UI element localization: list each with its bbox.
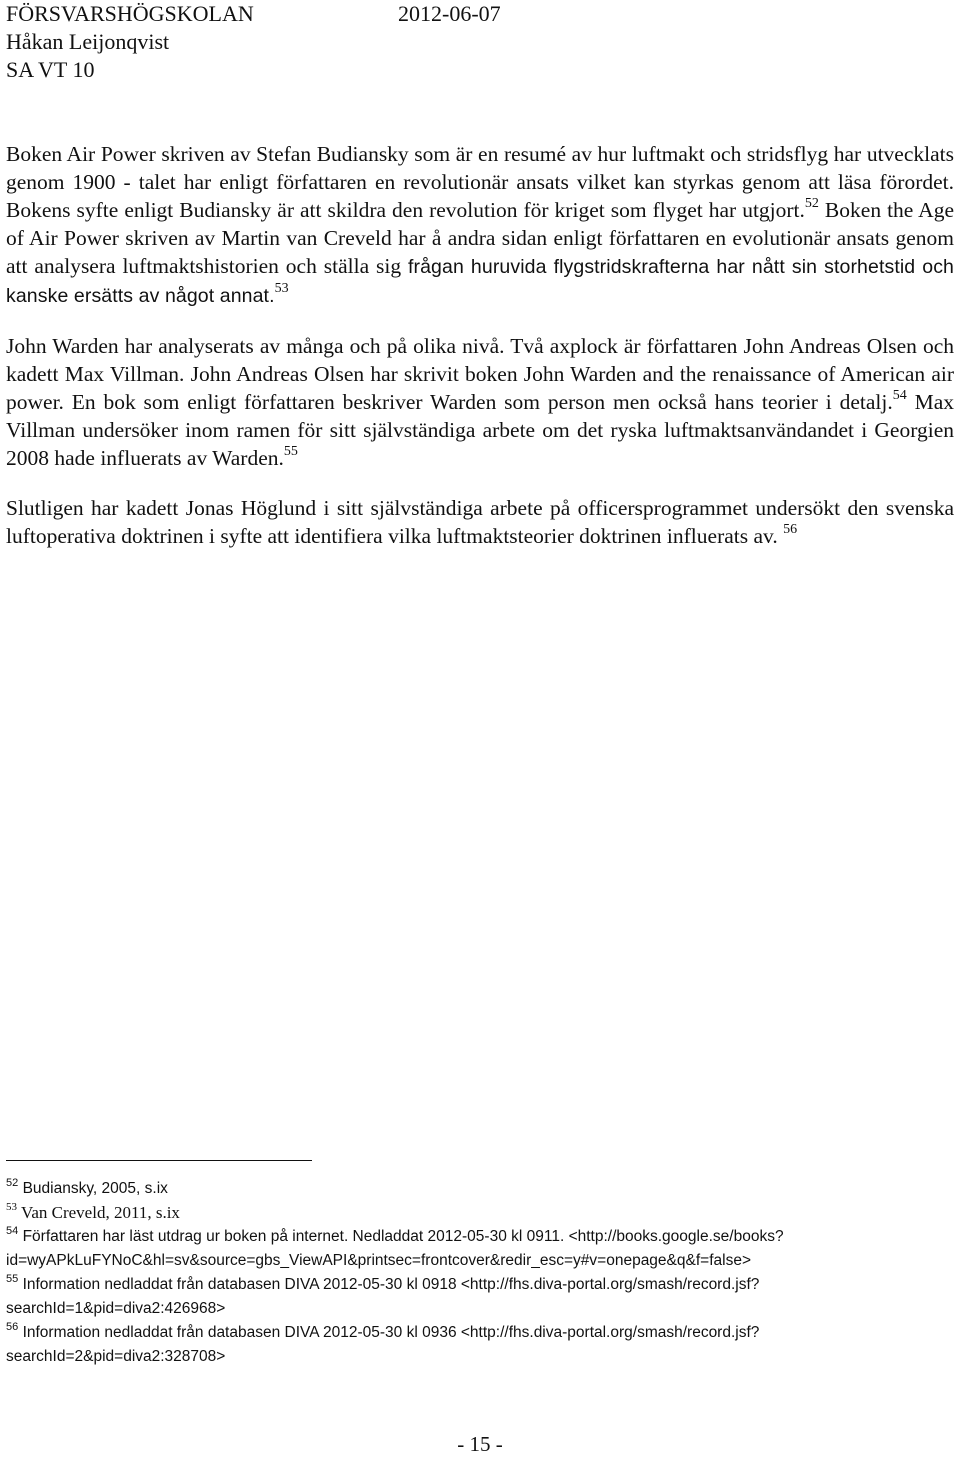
header-row-top [6,0,501,28]
footnote-54 [6,1225,956,1273]
paragraph-text: Slutligen har kadett Jonas Höglund i sitt självständiga arbete på officersprogrammet undersökt den svenska luftoperativa doktrinen i syfte att identifiera vilka luftmaktsteorier doktrinen influerats av. [6,496,954,548]
footnote-ref: 53 [274,280,289,296]
paragraph-text: Boken Air Power skriven av Stefan Budiansky som är en resumé av hur luftmakt och stridsflyg har utvecklats genom 1900 - talet har enligt författaren en revolutionär ansats vilket kan styrkas genom att läsa förordet. Bokens syfte enligt Budiansky är att skildra den revolution för kriget som flyget har utgjort. [6,142,954,222]
header-date: 2012-06-07 [398,1,501,26]
paragraph-1 [6,140,954,310]
footnote-separator [6,1160,312,1161]
paragraph-text: Boken the Age of Air Power skriven av Martin van Creveld har å andra sidan enligt författaren en evolutionär ansats genom att analysera luftmaktshistorien och ställa sig [6,198,954,278]
paragraph-text: John Warden har analyserats av många och på olika nivå. Två axplock är författaren John Andreas Olsen och kadett Max Villman. John Andreas Olsen har skrivit boken John Warden and the renaissance of American air power. En bok som enligt författaren beskriver Warden som person men också hans teorier i detalj. [6,334,954,414]
paragraph-text: Max Villman undersöker inom ramen för sitt självständiga arbete om det ryska luftmaktsanvändandet i Georgien 2008 hade influerats av Warden. [6,390,954,470]
header-author: Håkan Leijonqvist [6,29,170,54]
paragraph-2 [6,332,954,472]
paragraph-text: frågan huruvida flygstridskrafterna har nått sin storhetstid och kanske ersätts av något annat. [6,256,954,307]
footnote-text: Information nedladdat från databasen DIVA 2012-05-30 kl 0936 <http://fhs.diva-portal.org/smash/record.jsf?searchId=2&pid=diva2:328708> [6,1324,760,1365]
footnote-ref: 56 [783,521,798,537]
footnote-ref: 55 [283,443,298,459]
footnote-55 [6,1273,956,1321]
footnote-number: 52 [6,1176,19,1189]
body-text [6,140,954,572]
footnote-56 [6,1321,956,1369]
footnote-number: 55 [6,1272,19,1285]
footnote-number: 53 [6,1201,17,1214]
header-school: FÖRSVARSHÖGSKOLAN [6,1,254,26]
footnote-ref: 52 [804,195,819,211]
page-number: - 15 - [457,1432,503,1456]
footnote-text: Van Creveld, 2011, s.ix [20,1203,180,1222]
footnote-52 [6,1177,956,1201]
header-course: SA VT 10 [6,57,95,82]
footnotes [6,1177,956,1369]
footnote-text: Information nedladdat från databasen DIVA 2012-05-30 kl 0918 <http://fhs.diva-portal.org/smash/record.jsf?searchId=1&pid=diva2:426968> [6,1276,760,1317]
footnote-number: 54 [6,1224,19,1237]
page-header [6,0,501,84]
footnote-ref: 54 [892,387,907,403]
footnote-number: 56 [6,1320,19,1333]
footnote-53 [6,1201,956,1225]
footnote-text: Budiansky, 2005, s.ix [22,1180,168,1197]
paragraph-3 [6,494,954,550]
footnote-text: Författaren har läst utdrag ur boken på internet. Nedladdat 2012-05-30 kl 0911. <http://books.google.se/books?id=wyAPkLuFYNoC&hl=sv&source=gbs_ViewAPI&printsec=frontcover&redir_esc=y#v=onepage&q&f=false> [6,1228,784,1269]
